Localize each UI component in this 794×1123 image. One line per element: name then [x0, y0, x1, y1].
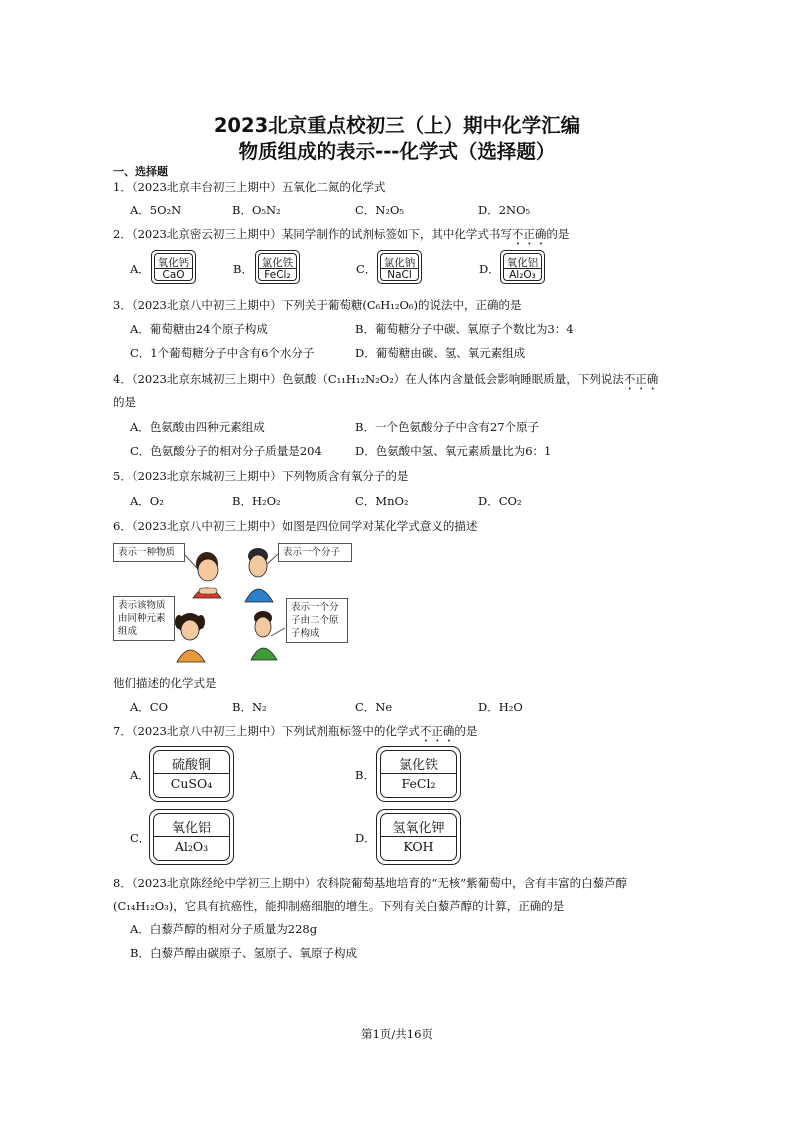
- q5-stem: 5．（2023北京东城初三上期中）下列物质含有氧分子的是: [113, 469, 409, 483]
- q3-stem: 3．（2023北京八中初三上期中）下列关于葡萄糖(C₆H₁₂O₆)的说法中，正确的是: [113, 298, 522, 312]
- q3-option-a: A．葡萄糖由24个原子构成: [130, 322, 268, 336]
- q6-bubble-4: 表示一个分子由二个原子构成: [286, 598, 348, 643]
- q6-option-b: B．N₂: [232, 700, 267, 714]
- q8-option-b: B．白藜芦醇由碳原子、氢原子、氧原子构成: [130, 946, 357, 960]
- student-boy-1-icon: [193, 552, 221, 598]
- q6-stem2: 他们描述的化学式是: [113, 676, 217, 690]
- q5-option-a: A．O₂: [130, 494, 164, 508]
- q5-option-d: D．CO₂: [478, 494, 522, 508]
- q5-option-c: C．MnO₂: [355, 494, 409, 508]
- q1-option-a: A．5O₂N: [130, 203, 182, 217]
- q2-option-d: D．: [479, 262, 500, 276]
- q1-option-b: B．O₅N₂: [232, 203, 281, 217]
- q6-option-d: D．H₂O: [478, 700, 523, 714]
- q8-option-a: A．白藜芦醇的相对分子质量为228g: [130, 922, 318, 936]
- q7-label-b: 氯化铁 FeCl₂: [376, 746, 461, 802]
- q2-option-b: B．: [233, 262, 253, 276]
- student-boy-2-icon: [245, 548, 273, 602]
- q3-option-b: B．葡萄糖分子中碳、氧原子个数比为3：4: [355, 322, 574, 336]
- q3-option-d: D．葡萄糖由碳、氢、氧元素组成: [355, 346, 526, 360]
- q1-option-c: C．N₂O₅: [355, 203, 405, 217]
- q7-option-b: B．: [355, 768, 375, 782]
- q2-label-a: 氧化钙 CaO: [151, 250, 196, 284]
- student-boy-3-icon: [251, 611, 277, 660]
- q6-bubble-2: 表示一个分子: [278, 543, 352, 562]
- q6-option-c: C．Ne: [355, 700, 393, 714]
- q2-option-c: C．: [356, 262, 377, 276]
- q4-option-b: B．一个色氨酸分子中含有27个原子: [355, 420, 540, 434]
- q4-option-d: D．色氨酸中氢、氧元素质量比为6：1: [355, 444, 552, 458]
- q2-label-d: 氧化铝 Al₂O₃: [500, 250, 545, 284]
- q1-option-d: D．2NO₅: [478, 203, 531, 217]
- q8-stem-line1: 8．（2023北京陈经纶中学初三上期中）农科院葡萄基地培育的“无核”紫葡萄中，含有丰富的白藜芦醇: [113, 876, 628, 890]
- q7-label-c: 氧化铝 Al₂O₃: [149, 809, 234, 865]
- q3-option-c: C．1个葡萄糖分子中含有6个水分子: [130, 346, 315, 360]
- page-subtitle: 物质组成的表示---化学式（选择题）: [238, 140, 556, 163]
- q6-option-a: A．CO: [130, 700, 169, 714]
- q4-option-c: C．色氨酸分子的相对分子质量是204: [130, 444, 322, 458]
- q4-stem-line2: 的是: [113, 395, 136, 409]
- q7-label-d: 氢氧化钾 KOH: [376, 809, 461, 865]
- page-footer: 第1页/共16页: [361, 1027, 433, 1041]
- page-title: 2023北京重点校初三（上）期中化学汇编: [213, 114, 581, 137]
- q7-label-a: 硫酸铜 CuSO₄: [149, 746, 234, 802]
- q2-label-c: 氯化钠 NaCl: [377, 250, 422, 284]
- q4-stem: 4．（2023北京东城初三上期中）色氨酸（C₁₁H₁₂N₂O₂）在人体内含量低会影响睡眠质量，下列说法不正确: [113, 372, 659, 386]
- q7-option-d: D．: [355, 831, 376, 845]
- q1-stem: 1．（2023北京丰台初三上期中）五氧化二氮的化学式: [113, 180, 386, 194]
- q7-stem: 7．（2023北京八中初三上期中）下列试剂瓶标签中的化学式不正确的是: [113, 724, 478, 738]
- q8-stem-line2: (C₁₄H₁₂O₃)，它具有抗癌性，能抑制癌细胞的增生。下列有关白藜芦醇的计算，正确的是: [113, 899, 565, 913]
- q6-bubble-1: 表示一种物质: [113, 543, 185, 562]
- q2-option-a: A．: [130, 262, 150, 276]
- q2-label-b: 氯化铁 FeCl₂: [255, 250, 300, 284]
- q6-bubble-3: 表示该物质由同种元素组成: [113, 596, 175, 641]
- q2-stem: 2．（2023北京密云初三上期中）某同学制作的试剂标签如下，其中化学式书写不正确的是: [113, 227, 570, 241]
- q7-option-a: A．: [130, 768, 150, 782]
- section-heading: 一、选择题: [113, 165, 168, 178]
- q5-option-b: B．H₂O₂: [232, 494, 281, 508]
- q4-option-a: A．色氨酸由四种元素组成: [130, 420, 265, 434]
- student-girl-icon: [175, 613, 205, 662]
- q7-option-c: C．: [130, 831, 151, 845]
- q6-stem: 6．（2023北京八中初三上期中）如图是四位同学对某化学式意义的描述: [113, 519, 478, 533]
